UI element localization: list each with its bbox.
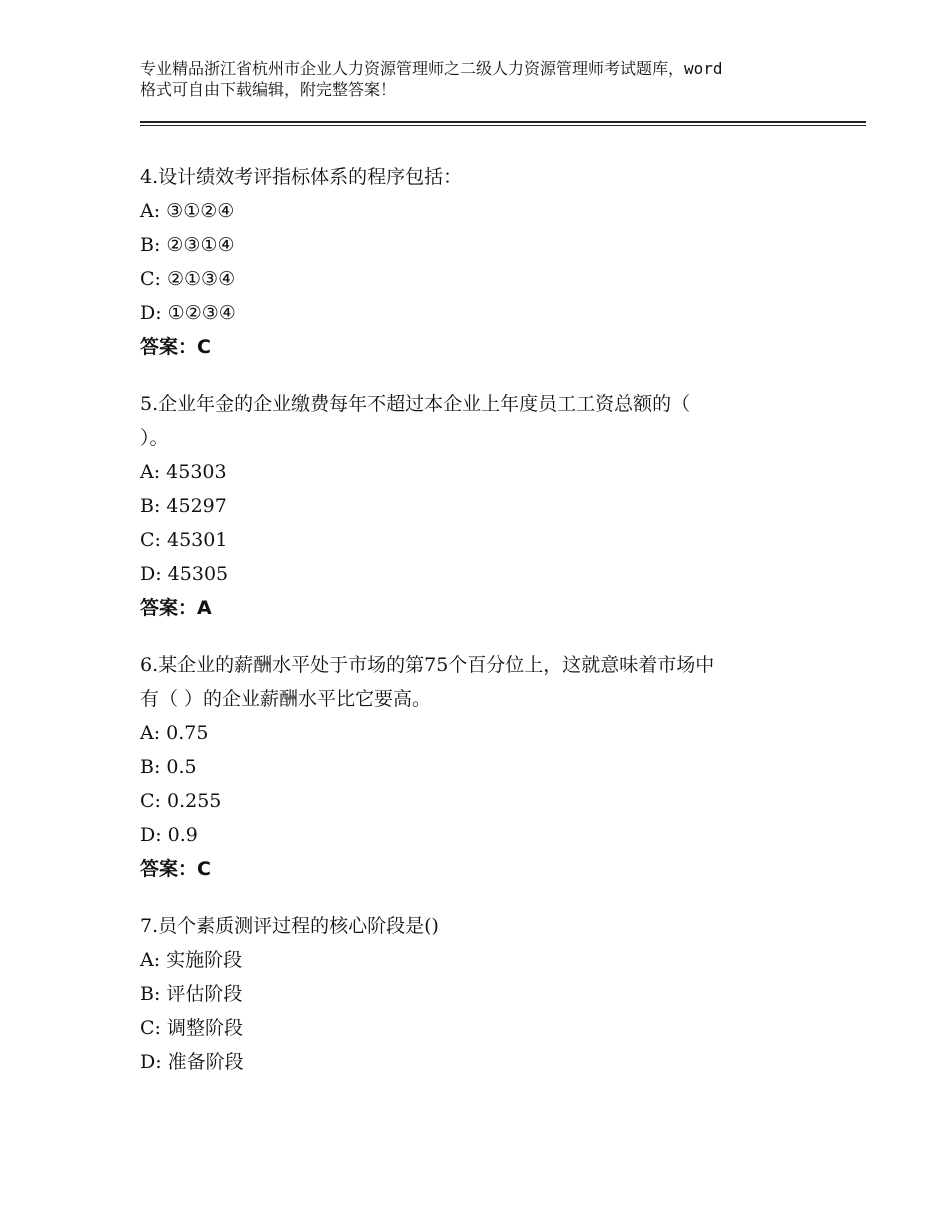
question-6 [140, 648, 830, 886]
option-c: C: 调整阶段 [140, 1017, 243, 1039]
option-b: B: ②③①④ [140, 234, 235, 256]
option-a: A: 45303 [140, 461, 227, 483]
question-stem: 6.某企业的薪酬水平处于市场的第75个百分位上，这就意味着市场中 [140, 654, 715, 676]
option-d: D: 准备阶段 [140, 1051, 244, 1073]
option-b: B: 45297 [140, 495, 227, 517]
document-header [140, 58, 840, 100]
question-stem: 5.企业年金的企业缴费每年不超过本企业上年度员工工资总额的（ [140, 393, 691, 415]
question-stem-continuation: ）。 [140, 427, 169, 449]
option-c: C: ②①③④ [140, 268, 236, 290]
header-line-2: 格式可自由下载编辑，附完整答案！ [140, 80, 397, 99]
option-c: C: 45301 [140, 529, 228, 551]
option-d: D: 45305 [140, 563, 229, 585]
question-stem: 7.员个素质测评过程的核心阶段是() [140, 915, 439, 937]
answer-label: 答案：A [140, 597, 212, 619]
question-7 [140, 909, 830, 1079]
answer-label: 答案：C [140, 858, 211, 880]
option-a: A: 0.75 [140, 722, 209, 744]
question-4 [140, 160, 830, 364]
answer-label: 答案：C [140, 336, 211, 358]
option-a: A: ③①②④ [140, 200, 235, 222]
option-d: D: 0.9 [140, 824, 198, 846]
question-stem: 4.设计绩效考评指标体系的程序包括： [140, 166, 463, 188]
question-5 [140, 387, 830, 625]
header-line-1: 专业精品浙江省杭州市企业人力资源管理师之二级人力资源管理师考试题库，word [140, 59, 723, 78]
option-b: B: 评估阶段 [140, 983, 243, 1005]
header-divider-thin [140, 125, 866, 126]
option-a: A: 实施阶段 [140, 949, 243, 971]
question-list [140, 160, 830, 1102]
option-b: B: 0.5 [140, 756, 197, 778]
option-c: C: 0.255 [140, 790, 222, 812]
question-stem-continuation: 有（ ）的企业薪酬水平比它要高。 [140, 688, 432, 710]
option-d: D: ①②③④ [140, 302, 236, 324]
header-divider-thick [140, 121, 866, 123]
